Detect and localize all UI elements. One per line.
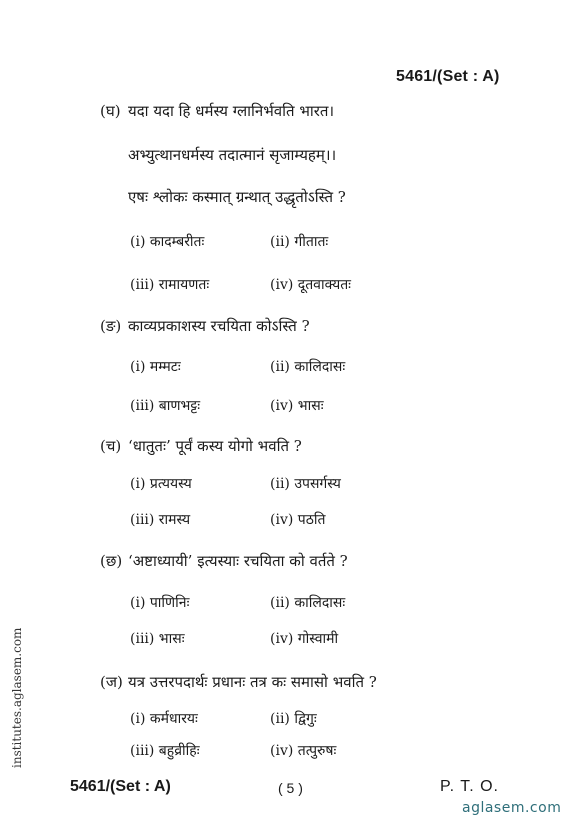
question-ja-option-4: (iv) तत्पुरुषः — [270, 743, 337, 759]
question-ja-option-3: (iii) बहुव्रीहिः — [130, 743, 200, 759]
question-chha-option-2: (ii) कालिदासः — [270, 595, 346, 611]
question-chha-option-4: (iv) गोस्वामी — [270, 631, 339, 647]
question-label-gha: (घ) — [100, 102, 121, 120]
page-number: ( 5 ) — [278, 780, 303, 796]
question-nga-line-1: काव्यप्रकाशस्य रचयिता कोऽस्ति ? — [128, 317, 310, 335]
question-nga-option-3: (iii) बाणभट्टः — [130, 398, 201, 414]
question-gha-option-3: (iii) रामायणतः — [130, 277, 210, 293]
question-cha-option-1: (i) प्रत्ययस्य — [130, 476, 192, 492]
question-chha-line-1: ‘अष्टाध्यायी’ इत्यस्याः रचयिता को वर्तते ? — [128, 552, 348, 570]
question-nga-option-1: (i) मम्मटः — [130, 359, 181, 375]
question-gha-line-2: अभ्युत्थानधर्मस्य तदात्मानं सृजाम्यहम्।। — [128, 146, 337, 164]
question-gha-option-4: (iv) दूतवाक्यतः — [270, 277, 352, 293]
question-cha-option-4: (iv) पठति — [270, 512, 326, 528]
question-nga-option-4: (iv) भासः — [270, 398, 324, 414]
question-chha-option-3: (iii) भासः — [130, 631, 185, 647]
paper-code-header: 5461/(Set : A) — [396, 68, 500, 85]
question-nga-option-2: (ii) कालिदासः — [270, 359, 346, 375]
question-chha-option-1: (i) पाणिनिः — [130, 595, 190, 611]
question-gha-line-1: यदा यदा हि धर्मस्य ग्लानिर्भवति भारत। — [128, 102, 335, 120]
question-ja-option-1: (i) कर्मधारयः — [130, 711, 198, 727]
question-ja-option-2: (ii) द्विगुः — [270, 711, 317, 727]
question-cha-line-1: ‘धातुतः’ पूर्वं कस्य योगो भवति ? — [128, 437, 302, 455]
question-label-cha: (च) — [100, 437, 122, 455]
pto-note: P. T. O. — [440, 778, 499, 795]
brand-logo-text: aglasem.com — [462, 800, 562, 816]
question-gha-option-2: (ii) गीतातः — [270, 234, 329, 250]
question-cha-option-3: (iii) रामस्य — [130, 512, 191, 528]
question-cha-option-2: (ii) उपसर्गस्य — [270, 476, 341, 492]
question-gha-option-1: (i) कादम्बरीतः — [130, 234, 205, 250]
question-label-ja: (ज) — [100, 673, 123, 691]
side-watermark: institutes.aglasem.com — [10, 627, 24, 768]
question-label-nga: (ङ) — [100, 317, 122, 335]
paper-code-footer: 5461/(Set : A) — [70, 778, 171, 795]
question-gha-line-3: एषः श्लोकः कस्मात् ग्रन्थात् उद्धृतोऽस्ति ? — [128, 188, 346, 206]
question-ja-line-1: यत्र उत्तरपदार्थः प्रधानः तत्र कः समासो भवति ? — [128, 673, 377, 691]
question-label-chha: (छ) — [100, 552, 123, 570]
